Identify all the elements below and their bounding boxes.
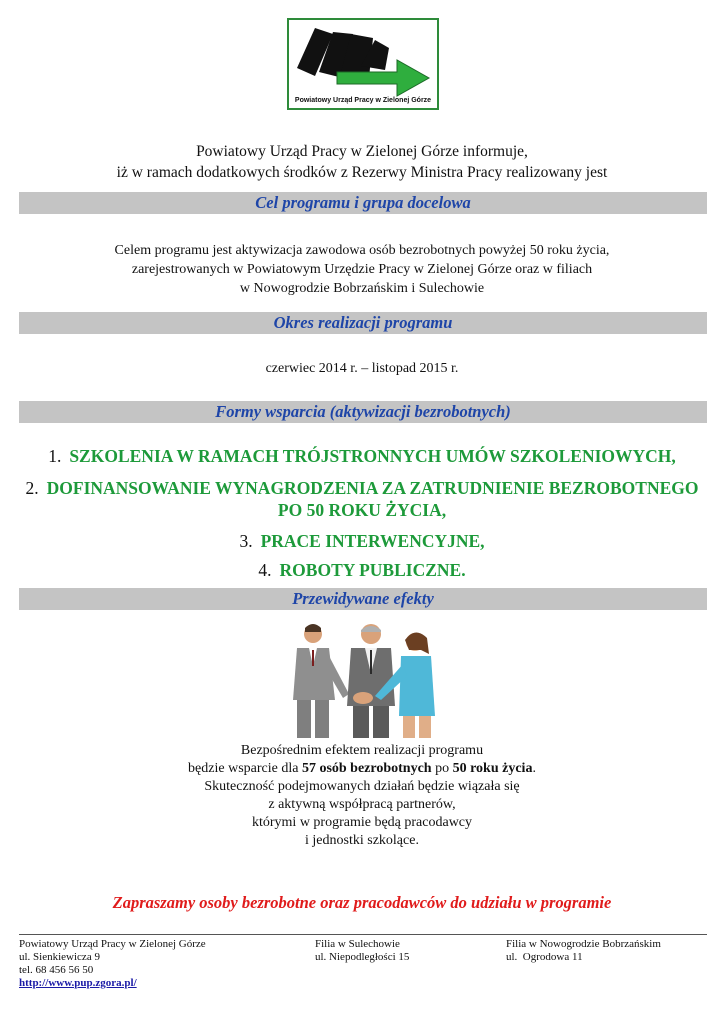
intro-line-1: Powiatowy Urząd Pracy w Zielonej Górze informuje, (196, 143, 528, 160)
section-heading-effects: Przewidywane efekty (19, 588, 707, 610)
footer-branch-street: ul. Ogrodowa 11 (506, 951, 583, 963)
footer-branch-name: Filia w Sulechowie (315, 938, 400, 950)
section-heading-period: Okres realizacji programu (19, 312, 707, 334)
goal-line-2: zarejestrowanych w Powiatowym Urzędzie Pracy w Zielonej Górze oraz w filiach (131, 262, 593, 277)
effects-line-2-part: po (431, 761, 453, 776)
footer-branch-nowogrod (506, 938, 661, 964)
effects-line-5: którymi w programie będą pracodawcy (251, 815, 473, 830)
form-item-number: 3. (239, 531, 253, 551)
effects-line-4: z aktywną współpracą partnerów, (268, 797, 456, 812)
invitation-text: Zapraszamy osoby bezrobotne oraz pracodawców do udziału w programie (112, 893, 612, 912)
form-item-text: DOFINANSOWANIE WYNAGRODZENIA ZA ZATRUDNIENIE BEZROBOTNEGO (46, 478, 699, 498)
period-text: czerwiec 2014 r. – listopad 2015 r. (265, 361, 459, 376)
section-heading-forms: Formy wsparcia (aktywizacji bezrobotnych) (19, 401, 707, 423)
effects-line-1: Bezpośrednim efektem realizacji programu (240, 743, 484, 758)
logo (287, 18, 439, 110)
effects-line-2-part: . (532, 761, 536, 776)
footer-main-office (19, 938, 206, 990)
effects-line-6: i jednostki szkolące. (305, 833, 419, 848)
form-item-2-continued: PO 50 ROKU ŻYCIA, (277, 500, 447, 520)
effects-line-2 (0, 760, 724, 778)
form-item-text: SZKOLENIA W RAMACH TRÓJSTRONNYCH UMÓW SZKOLENIOWYCH, (69, 446, 676, 466)
form-item-1 (0, 445, 724, 467)
logo-caption: Powiatowy Urząd Pracy w Zielonej Górze (294, 97, 432, 104)
form-item-3 (0, 530, 724, 552)
form-item-number: 1. (48, 446, 62, 466)
effects-count: 57 osób bezrobotnych (301, 761, 432, 776)
effects-text (0, 742, 724, 850)
form-item-text: PRACE INTERWENCYJNE, (260, 531, 485, 551)
footer-divider (19, 934, 707, 935)
logo-graphic (289, 20, 437, 108)
footer-main-phone: tel. 68 456 56 50 (19, 964, 94, 976)
handshake-illustration (283, 620, 443, 740)
footer-website-link[interactable]: http://www.pup.zgora.pl/ (19, 977, 137, 989)
footer-branch-name: Filia w Nowogrodzie Bobrzańskim (506, 938, 661, 950)
form-item-2 (0, 477, 724, 499)
intro-line-2: iż w ramach dodatkowych środków z Rezerwy Ministra Pracy realizowany jest (116, 164, 608, 181)
form-item-text: ROBOTY PUBLICZNE. (279, 560, 466, 580)
form-item-4 (0, 559, 724, 581)
effects-line-2-part: będzie wsparcie dla (188, 761, 302, 776)
effects-line-3: Skuteczność podejmowanych działań będzie wiązała się (204, 779, 520, 794)
goal-line-3: w Nowogrodzie Bobrzańskim i Sulechowie (239, 281, 485, 296)
goal-line-1: Celem programu jest aktywizacja zawodowa osób bezrobotnych powyżej 50 roku życia, (114, 243, 610, 258)
footer-main-name: Powiatowy Urząd Pracy w Zielonej Górze (19, 938, 206, 950)
form-item-number: 2. (25, 478, 39, 498)
effects-age: 50 roku życia (452, 761, 533, 776)
footer-branch-street: ul. Niepodległości 15 (315, 951, 410, 963)
section-heading-goal: Cel programu i grupa docelowa (19, 192, 707, 214)
footer-main-street: ul. Sienkiewicza 9 (19, 951, 100, 963)
footer-branch-sulechow (315, 938, 409, 964)
form-item-number: 4. (258, 560, 272, 580)
